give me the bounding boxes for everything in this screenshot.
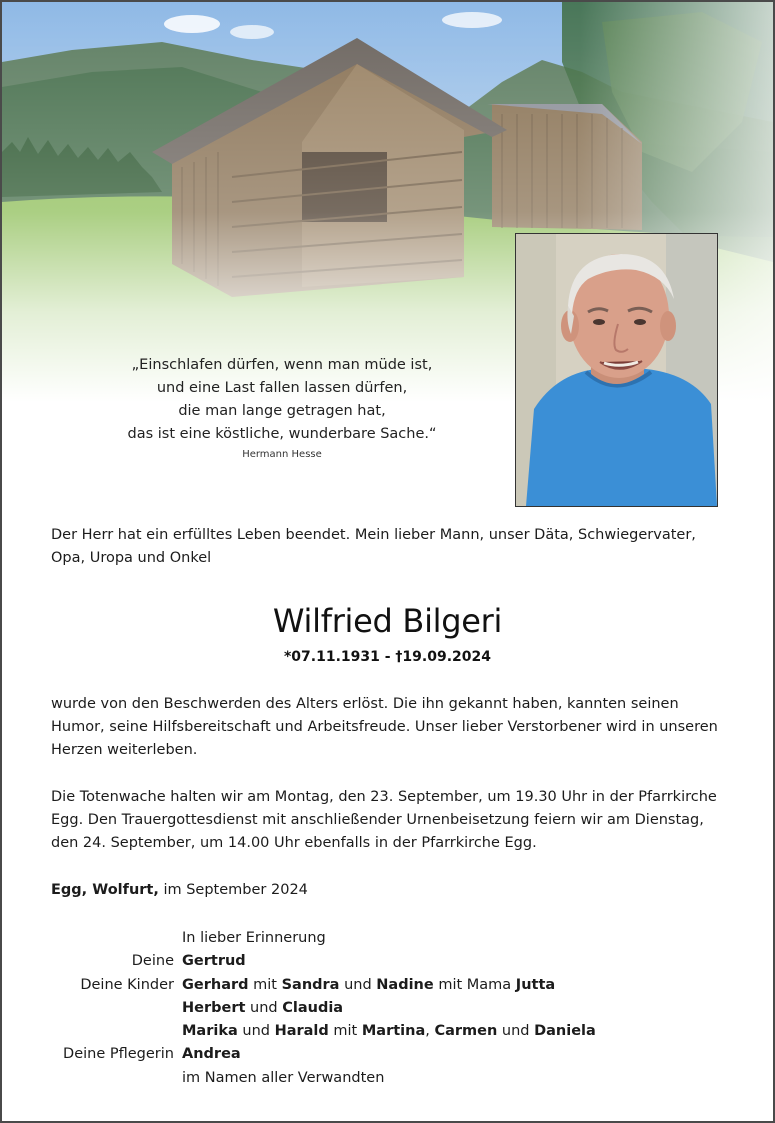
quote-line: das ist eine köstliche, wunderbare Sache.“ — [127, 426, 437, 442]
survivor-row — [2, 974, 773, 997]
memory-line: In lieber Erinnerung — [182, 930, 326, 946]
intro-text: Der Herr hat ein erfülltes Leben beendet. Mein lieber Mann, unser Däta, Schwiegervater, Opa, Uropa und Onkel — [51, 527, 696, 566]
place-date-line — [51, 879, 731, 902]
wife-label: Deine — [131, 953, 174, 970]
portrait-photo — [515, 233, 718, 507]
children-line-2: Herbert und Claudia — [182, 999, 344, 1016]
quote-line: die man lange getragen hat, — [178, 403, 386, 419]
quote-author: Hermann Hesse — [242, 449, 322, 460]
quote-block — [102, 354, 462, 462]
survivor-row — [2, 950, 773, 973]
place-towns: Egg, Wolfurt, — [51, 882, 159, 898]
survivor-row — [2, 997, 773, 1020]
survivors-list — [2, 927, 773, 1090]
carer-name: Andrea — [182, 1046, 241, 1063]
carer-label: Deine Pflegerin — [63, 1046, 174, 1063]
body-paragraph-2: Die Totenwache halten wir am Montag, den 23. September, um 19.30 Uhr in der Pfarrkirche Egg. Den Trauergottesdienst mit anschließender Urnenbeisetzung feiern wir am Dienstag, den 24. September, um 14.00 Uhr ebenfalls in der Pfarrkirche Egg. — [51, 789, 717, 851]
survivor-row — [2, 1020, 773, 1043]
wife-name: Gertrud — [182, 953, 246, 970]
survivor-row — [2, 1067, 773, 1090]
relatives-line: im Namen aller Verwandten — [182, 1069, 385, 1086]
quote-line: und eine Last fallen lassen dürfen, — [156, 380, 408, 396]
life-dates: *07.11.1931 - †19.09.2024 — [283, 649, 491, 665]
children-line-3: Marika und Harald mit Martina, Carmen und Daniela — [182, 1023, 596, 1040]
survivor-row — [2, 927, 773, 950]
quote-line: „Einschlafen dürfen, wenn man müde ist, — [131, 357, 433, 373]
survivor-row — [2, 1043, 773, 1066]
place-date: im September 2024 — [163, 882, 308, 898]
children-line-1: Gerhard mit Sandra und Nadine mit Mama Jutta — [182, 976, 556, 993]
children-label: Deine Kinder — [80, 976, 174, 993]
body-paragraph-1: wurde von den Beschwerden des Alters erlöst. Die ihn gekannt haben, kannten seinen Humor, seine Hilfsbereitschaft und Arbeitsfreude. Unser lieber Verstorbener wird in unseren Herzen weiterleben. — [51, 696, 718, 758]
deceased-name: Wilfried Bilgeri — [272, 602, 503, 640]
